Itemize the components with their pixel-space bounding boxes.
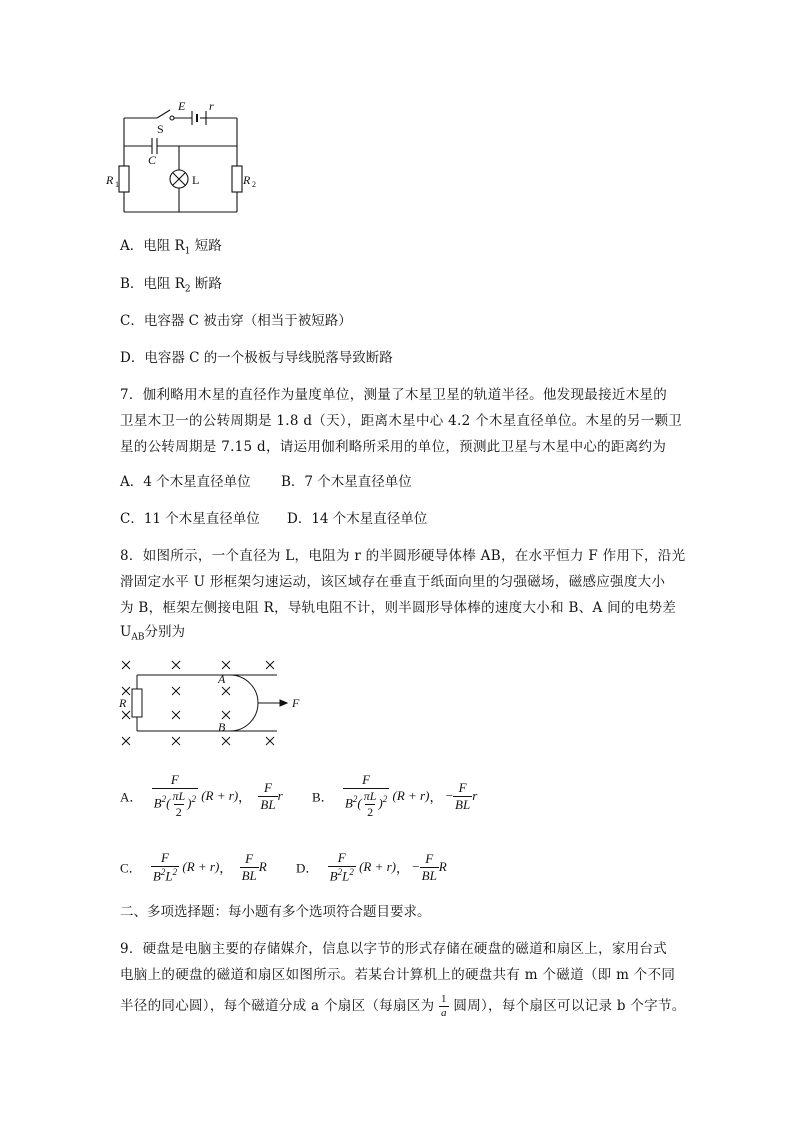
- q8-option-a: A． F $B^2$( $\frac{\pi L}{2}$ )$^2$ (R + r)， $\frac{F}{BL}$ r: [120, 772, 283, 819]
- q7-option-b: B．7 个木星直径单位: [281, 474, 412, 490]
- q7-option-c: C．11 个木星直径单位: [120, 511, 260, 527]
- q8-stem-line2: 滑固定水平 U 形框架匀速运动，该区域存在垂直于纸面向里的匀强磁场，磁感应强度大小: [120, 574, 666, 590]
- r1-label: R: [106, 173, 114, 187]
- q8-option-b: B． F $B^2$( $\frac{\pi L}{2}$ )$^2$ (R + r)， − $\frac{F}{BL}$ r: [312, 772, 478, 819]
- q8-stem-line4: $U_{AB}$分别为: [120, 624, 186, 643]
- resistor-r-label: R: [119, 696, 127, 710]
- r1-sub: 1: [115, 180, 119, 189]
- q9-stem-line1: 9．硬盘是电脑主要的存储媒介，信息以字节的形式存储在硬盘的磁道和扇区上，家用台式: [120, 941, 668, 957]
- q8-stem-line3: 为 B，框架左侧接电阻 R，导轨电阻不计，则半圆形导体棒的速度大小和 B、A 间的电势差: [120, 600, 677, 616]
- q7-stem-line2: 卫星木卫一的公转周期是 1.8 d（天），距离木星中心 4.2 个木星直径单位。木星的另一颗卫: [120, 413, 683, 429]
- q7-stem-line3: 星的公转周期是 7.15 d，请运用伽利略所采用的单位，预测此卫星与木星中心的距离约为: [120, 439, 667, 455]
- internal-resistance-label: r: [209, 99, 214, 113]
- r2-label: R: [243, 173, 251, 187]
- r2-sub: 2: [252, 180, 256, 189]
- q7-stem-line1: 7．伽利略用木星的直径作为量度单位，测量了木星卫星的轨道半径。他发现最接近木星的: [120, 387, 668, 403]
- force-f-label: F: [292, 696, 300, 710]
- q8-option-d: D． $\frac{F}{B^2L^2}$ (R + r)， − $\frac{F}{BL}$ R: [296, 850, 447, 884]
- q6-option-c: C．电容器 C 被击穿（相当于被短路）: [120, 313, 352, 329]
- q6-option-a: A．电阻 $R_1$ 短路: [120, 238, 222, 257]
- point-a-label: A: [218, 672, 226, 686]
- switch-label: S: [157, 122, 164, 136]
- q8-option-c: C． $\frac{F}{B^2L^2}$ (R + r)， $\frac{F}{BL}$ R: [120, 850, 267, 884]
- q9-stem-line3: 半径的同心圆），每个磁道分成 a 个扇区（每扇区为 $\frac{1}{a}$ 圆周），每个扇区可以记录 b 个字节。: [120, 993, 686, 1019]
- q7-option-d: D．14 个木星直径单位: [287, 511, 428, 527]
- q7-option-a: A．4 个木星直径单位: [120, 474, 251, 490]
- q9-stem-line2: 电脑上的硬盘的磁道和扇区如图所示。若某台计算机上的硬盘共有 m 个磁道（即 m 个不同: [120, 967, 676, 983]
- emf-label: E: [178, 99, 186, 113]
- q6-option-d: D．电容器 C 的一个极板与导线脱落导致断路: [120, 350, 393, 366]
- magnetic-field-figure: [112, 655, 312, 750]
- capacitor-label: C: [148, 153, 157, 167]
- lamp-label: L: [192, 173, 200, 187]
- q8-stem-line1: 8．如图所示，一个直径为 L，电阻为 r 的半圆形硬导体棒 AB，在水平恒力 F 作用下，沿光: [120, 548, 686, 564]
- circuit-diagram: [106, 96, 262, 218]
- section-2-heading: 二、多项选择题：每小题有多个选项符合题目要求。: [120, 904, 431, 920]
- q6-option-b: B．电阻 $R_2$ 断路: [120, 276, 222, 295]
- point-b-label: B: [218, 720, 226, 734]
